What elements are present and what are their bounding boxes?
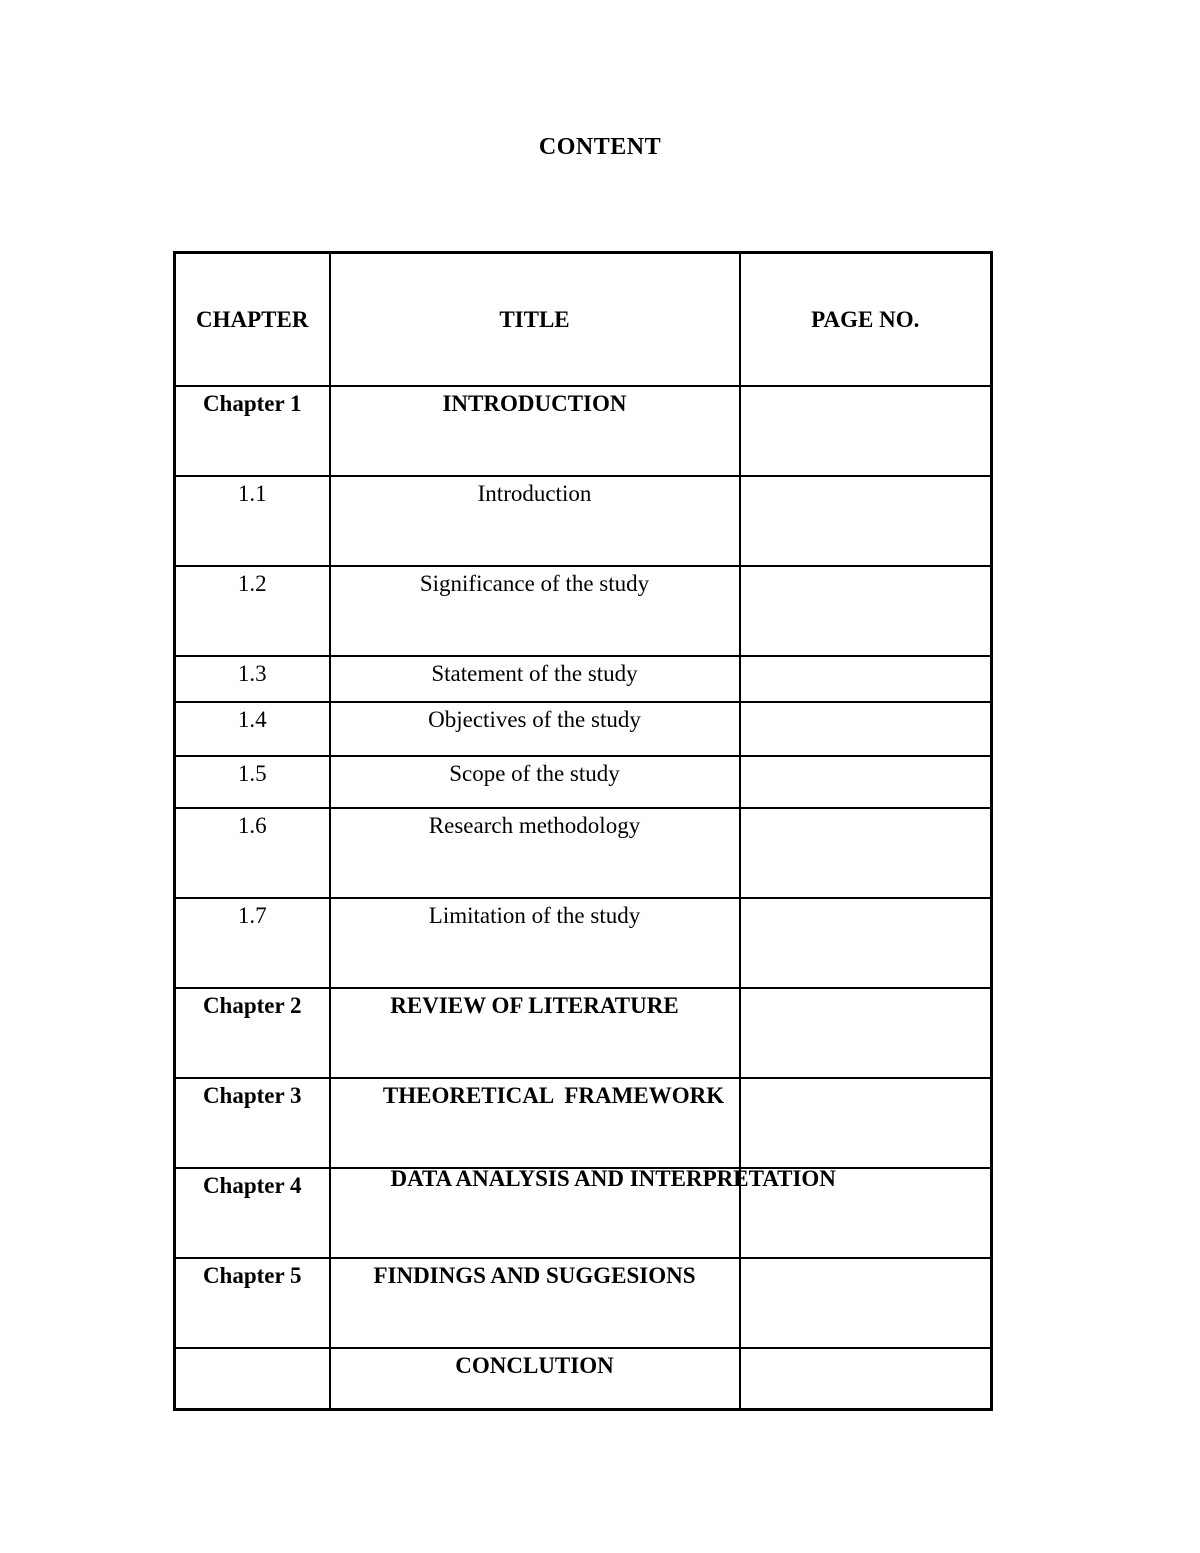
title-cell	[330, 756, 740, 808]
title-cell	[330, 808, 740, 898]
chapter-cell	[175, 1168, 330, 1258]
table-row	[175, 1348, 992, 1409]
page-cell	[740, 476, 992, 566]
chapter-cell	[175, 386, 330, 476]
title-cell	[330, 386, 740, 476]
title-label: INTRODUCTION	[442, 391, 627, 416]
page-cell	[740, 1348, 992, 1409]
page-cell	[740, 898, 992, 988]
title-label: DATA ANALYSIS AND INTERPRETATION	[390, 1166, 836, 1191]
chapter-label: 1.5	[237, 761, 267, 786]
title-cell	[330, 702, 740, 756]
page-cell	[740, 566, 992, 656]
chapter-label: 1.1	[237, 481, 267, 506]
page-cell	[740, 1258, 992, 1348]
title-label: Scope of the study	[449, 761, 620, 786]
table-row	[175, 566, 992, 656]
table-row	[175, 756, 992, 808]
page-cell	[740, 702, 992, 756]
title-cell	[330, 898, 740, 988]
chapter-label: 1.7	[237, 903, 267, 928]
chapter-label: 1.6	[237, 813, 267, 838]
title-label: Introduction	[477, 481, 592, 506]
page-cell	[740, 386, 992, 476]
table-row	[175, 1078, 992, 1168]
chapter-cell	[175, 1348, 330, 1409]
chapter-cell	[175, 702, 330, 756]
page-cell	[740, 1078, 992, 1168]
chapter-label: 1.4	[237, 707, 267, 732]
title-label: Limitation of the study	[428, 903, 641, 928]
chapter-label: Chapter 1	[202, 391, 302, 416]
header-page-no: PAGE NO.	[740, 253, 992, 387]
chapter-label: 1.3	[237, 661, 267, 686]
page-cell	[740, 756, 992, 808]
table-row	[175, 898, 992, 988]
chapter-label	[176, 1349, 329, 1350]
title-label: THEORETICAL FRAMEWORK	[382, 1083, 725, 1108]
chapter-cell	[175, 656, 330, 702]
table-header-row	[175, 253, 992, 387]
title-cell	[330, 988, 740, 1078]
title-label: FINDINGS AND SUGGESIONS	[373, 1263, 696, 1288]
chapter-cell	[175, 566, 330, 656]
page-cell	[740, 988, 992, 1078]
chapter-label: 1.2	[237, 571, 267, 596]
title-cell	[330, 476, 740, 566]
page-title: CONTENT	[538, 134, 662, 160]
table-row	[175, 386, 992, 476]
table-row	[175, 988, 992, 1078]
header-chapter: CHAPTER	[175, 253, 330, 387]
page-cell	[740, 808, 992, 898]
table-row	[175, 1258, 992, 1348]
table-row	[175, 476, 992, 566]
chapter-cell	[175, 476, 330, 566]
table-row	[175, 656, 992, 702]
title-label: Significance of the study	[419, 571, 650, 596]
title-label: Statement of the study	[431, 661, 638, 686]
table-row	[175, 1168, 992, 1258]
title-cell	[330, 1348, 740, 1409]
title-cell	[330, 1166, 836, 1258]
header-title: TITLE	[330, 253, 740, 387]
chapter-cell	[175, 988, 330, 1078]
title-label: REVIEW OF LITERATURE	[390, 993, 679, 1018]
chapter-cell	[175, 1078, 330, 1168]
chapter-label: Chapter 4	[202, 1173, 302, 1198]
title-cell	[330, 566, 740, 656]
contents-table	[173, 251, 993, 1411]
chapter-cell	[175, 808, 330, 898]
page-cell	[740, 656, 992, 702]
title-cell	[330, 656, 740, 702]
title-label: Objectives of the study	[428, 707, 641, 732]
chapter-cell	[175, 1258, 330, 1348]
table-row	[175, 702, 992, 756]
chapter-label: Chapter 3	[202, 1083, 302, 1108]
chapter-cell	[175, 756, 330, 808]
table-row	[175, 808, 992, 898]
chapter-label: Chapter 5	[202, 1263, 302, 1288]
title-label: Research methodology	[428, 813, 641, 838]
title-cell	[330, 1078, 740, 1168]
chapter-label: Chapter 2	[202, 993, 302, 1018]
chapter-cell	[175, 898, 330, 988]
title-label: CONCLUTION	[455, 1353, 614, 1378]
title-cell	[330, 1258, 740, 1348]
